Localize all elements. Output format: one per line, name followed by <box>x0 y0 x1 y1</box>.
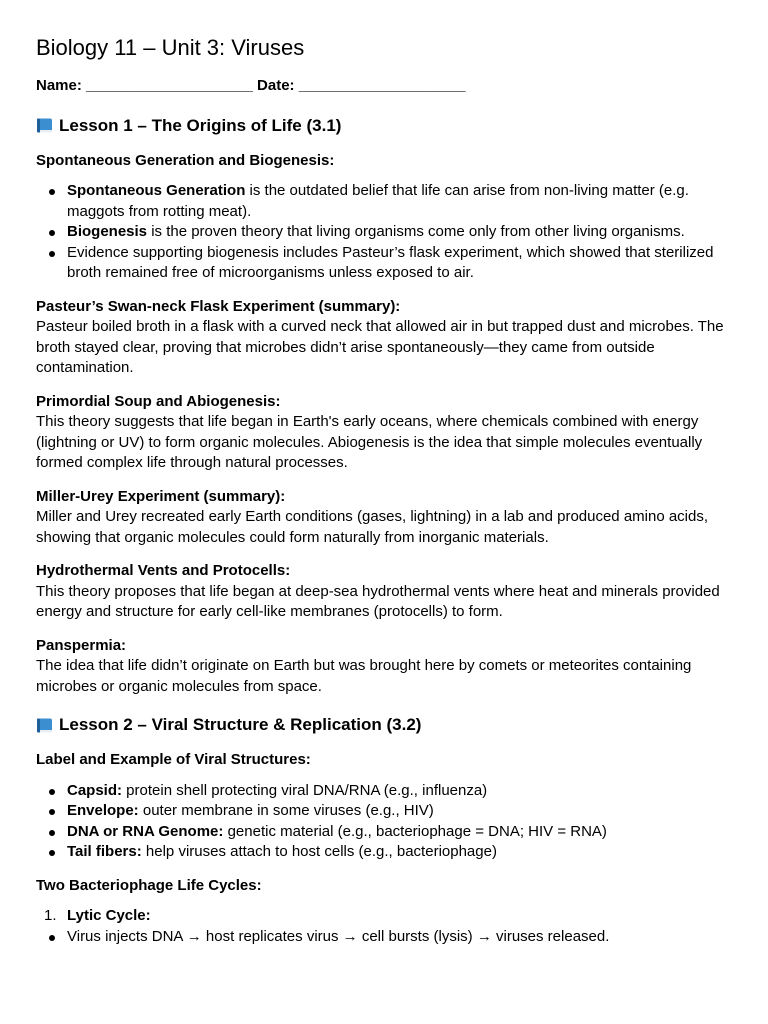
name-date-line: Name: ____________________ Date: ____________________ <box>36 77 466 94</box>
cycles-heading: Two Bacteriophage Life Cycles: <box>36 876 262 894</box>
panspermia-section <box>36 636 732 698</box>
sg-bullet-list <box>36 181 732 284</box>
miller-heading: Miller-Urey Experiment (summary): <box>36 487 286 505</box>
list-item: Spontaneous Generation is the outdated belief that life can arise from non-living matter (e.g. maggots from rotting meat). <box>36 181 732 222</box>
list-item: Tail fibers: help viruses attach to host cells (e.g., bacteriophage) <box>36 842 732 863</box>
lesson1-heading-text: Lesson 1 – The Origins of Life (3.1) <box>59 115 342 135</box>
structures-bullet-list <box>36 781 732 863</box>
soup-section <box>36 392 732 474</box>
soup-heading: Primordial Soup and Abiogenesis: <box>36 392 281 410</box>
list-item: Biogenesis is the proven theory that living organisms come only from other living organisms. <box>36 222 732 243</box>
list-item: DNA or RNA Genome: genetic material (e.g., bacteriophage = DNA; HIV = RNA) <box>36 822 732 843</box>
book-icon <box>36 717 53 734</box>
list-item: Envelope: outer membrane in some viruses (e.g., HIV) <box>36 801 732 822</box>
vents-heading: Hydrothermal Vents and Protocells: <box>36 562 291 579</box>
list-item: 1. Lytic Cycle: <box>44 907 151 924</box>
panspermia-text: The idea that life didn’t originate on Earth but was brought here by comets or meteorites containing microbes or organic molecules from space. <box>36 657 692 695</box>
pasteur-heading: Pasteur’s Swan-neck Flask Experiment (summary): <box>36 297 401 315</box>
lytic-bullet-list <box>36 927 732 948</box>
cycles-list <box>36 906 732 927</box>
label-heading: Label and Example of Viral Structures: <box>36 751 311 768</box>
pasteur-section <box>36 297 732 379</box>
miller-section <box>36 487 732 549</box>
list-item: Evidence supporting biogenesis includes Pasteur’s flask experiment, which showed that sterilized broth remained free of microorganisms unless exposed to air. <box>36 243 732 284</box>
pasteur-text: Pasteur boiled broth in a flask with a curved neck that allowed air in but trapped dust and microbes. The broth stayed clear, proving that microbes didn’t arise spontaneously—they came from outside contamination. <box>36 318 724 376</box>
lesson2-heading <box>36 714 732 736</box>
vents-text: This theory proposes that life began at deep-sea hydrothermal vents where heat and minerals provided energy and structure for early cell-like membranes (protocells) to form. <box>36 582 720 620</box>
vents-section <box>36 561 732 623</box>
list-item: Virus injects DNA → host replicates virus → cell bursts (lysis) → viruses released. <box>36 927 732 948</box>
sg-heading: Spontaneous Generation and Biogenesis: <box>36 151 335 169</box>
miller-text: Miller and Urey recreated early Earth conditions (gases, lightning) in a lab and produced amino acids, showing that organic molecules could form naturally from inorganic materials. <box>36 508 709 546</box>
book-icon <box>36 117 53 134</box>
panspermia-heading: Panspermia: <box>36 636 127 654</box>
lesson1-heading <box>36 115 732 137</box>
list-item: Capsid: protein shell protecting viral DNA/RNA (e.g., influenza) <box>36 781 732 802</box>
soup-text: This theory suggests that life began in Earth's early oceans, where chemicals combined with energy (lightning or UV) to form organic molecules. Abiogenesis is the idea that simple molecules eventually formed complex life through natural processes. <box>36 413 703 471</box>
lesson2-heading-text: Lesson 2 – Viral Structure & Replication (3.2) <box>59 715 422 734</box>
page-title: Biology 11 – Unit 3: Viruses <box>36 35 305 60</box>
